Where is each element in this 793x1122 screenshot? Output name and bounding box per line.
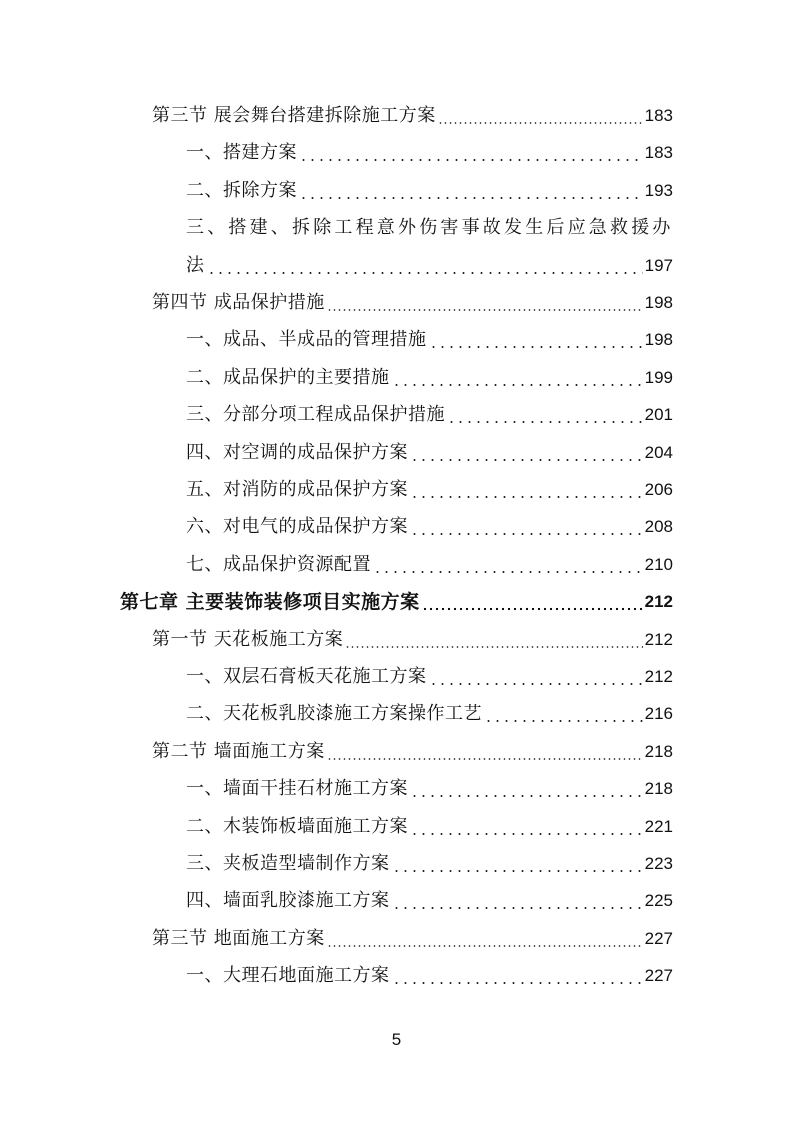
toc-entry[interactable] — [0, 133, 793, 165]
toc-entry-title: 二、木装饰板墙面施工方案 — [186, 816, 408, 837]
toc-entry-title: 六、对电气的成品保护方案 — [186, 516, 408, 537]
dot-leader — [484, 702, 643, 726]
dot-leader — [410, 441, 643, 465]
toc-entry[interactable] — [0, 732, 793, 764]
toc-entry[interactable] — [0, 881, 793, 913]
toc-entry-page: 218 — [644, 742, 673, 761]
dot-leader — [207, 254, 643, 278]
dot-leader — [299, 141, 643, 165]
toc-entry[interactable] — [0, 844, 793, 876]
toc-entry-page: 193 — [644, 181, 673, 200]
toc-entry-title: 第四节 成品保护措施 — [152, 292, 325, 313]
toc-entry-page: 212 — [644, 667, 673, 686]
toc-entry[interactable] — [0, 433, 793, 465]
toc-entry[interactable] — [0, 694, 793, 726]
dot-leader — [447, 403, 643, 427]
toc-entry[interactable] — [0, 620, 793, 652]
dot-leader — [392, 366, 643, 390]
toc-entry-title: 一、搭建方案 — [186, 142, 297, 163]
toc-entry-title: 第二节 墙面施工方案 — [152, 741, 325, 762]
toc-entry-page: 208 — [644, 517, 673, 536]
toc-entry[interactable] — [0, 96, 793, 128]
dot-leader — [410, 777, 643, 801]
toc-entry-title: 一、墙面干挂石材施工方案 — [186, 778, 408, 799]
toc-entry[interactable] — [0, 208, 793, 240]
toc-entry-page: 183 — [644, 106, 673, 125]
toc-entry-title: 五、对消防的成品保护方案 — [186, 479, 408, 500]
dot-leader — [392, 852, 643, 876]
dot-leader — [373, 553, 643, 577]
toc-entry[interactable] — [0, 657, 793, 689]
toc-entry[interactable] — [0, 395, 793, 427]
dot-leader — [392, 889, 643, 913]
toc-entry-page: 212 — [644, 630, 673, 649]
toc-entry-title: 法 — [186, 255, 205, 276]
dot-leader — [438, 104, 643, 128]
toc-entry-title: 七、成品保护资源配置 — [186, 554, 371, 575]
toc-entry-title: 二、拆除方案 — [186, 180, 297, 201]
toc-entry-title: 三、夹板造型墙制作方案 — [186, 853, 390, 874]
toc-entry[interactable] — [0, 320, 793, 352]
toc-entry[interactable] — [0, 246, 793, 278]
dot-leader — [410, 815, 643, 839]
toc-entry-page: 204 — [644, 443, 673, 462]
toc-entry-title: 四、对空调的成品保护方案 — [186, 442, 408, 463]
toc-entry[interactable] — [0, 358, 793, 390]
toc-entry-page: 210 — [644, 555, 673, 574]
toc-entry-title: 四、墙面乳胶漆施工方案 — [186, 890, 390, 911]
dot-leader — [429, 328, 643, 352]
toc-entry-page: 218 — [644, 779, 673, 798]
toc-entry-page: 223 — [644, 854, 673, 873]
toc-entry-title: 第三节 展会舞台搭建拆除施工方案 — [152, 105, 436, 126]
toc-entry-page: 227 — [644, 929, 673, 948]
dot-leader — [410, 478, 643, 502]
page-number: 5 — [391, 1030, 402, 1049]
toc-entry[interactable] — [0, 956, 793, 988]
toc-entry[interactable] — [0, 507, 793, 539]
toc-entry-page: 201 — [644, 405, 673, 424]
toc-entry-page: 199 — [644, 368, 673, 387]
dot-leader — [327, 740, 643, 764]
toc-entry[interactable] — [0, 283, 793, 315]
toc-entry-title: 一、双层石膏板天花施工方案 — [186, 666, 427, 687]
toc-entry-title: 第一节 天花板施工方案 — [152, 629, 344, 650]
toc-entry-page: 216 — [644, 704, 673, 723]
toc-entry-page: 221 — [644, 817, 673, 836]
toc-entry-title: 一、成品、半成品的管理措施 — [186, 329, 427, 350]
dot-leader — [392, 964, 643, 988]
toc-entry-title: 二、天花板乳胶漆施工方案操作工艺 — [186, 703, 482, 724]
dot-leader — [327, 927, 643, 951]
toc-entry-title: 一、大理石地面施工方案 — [186, 965, 390, 986]
toc-entry[interactable] — [0, 171, 793, 203]
toc-entry-page: 225 — [644, 891, 673, 910]
toc-entry-title: 第七章 主要装饰装修项目实施方案 — [120, 591, 420, 613]
dot-leader — [327, 291, 643, 315]
toc-entry-page: 183 — [644, 143, 673, 162]
toc-entry-page: 198 — [644, 330, 673, 349]
toc-entry-title: 第三节 地面施工方案 — [152, 928, 325, 949]
dot-leader — [429, 665, 643, 689]
toc-entry[interactable] — [0, 769, 793, 801]
toc-entry-page: 206 — [644, 480, 673, 499]
toc-entry-title: 三、分部分项工程成品保护措施 — [186, 404, 445, 425]
toc-entry[interactable] — [0, 919, 793, 951]
toc-entry[interactable] — [0, 807, 793, 839]
dot-leader — [422, 590, 643, 614]
dot-leader — [410, 515, 643, 539]
toc-entry-title: 二、成品保护的主要措施 — [186, 367, 390, 388]
toc-entry-title: 三、搭建、拆除工程意外伤害事故发生后应急救援办 — [186, 217, 674, 238]
dot-leader — [299, 179, 643, 203]
toc-entry[interactable] — [0, 545, 793, 577]
toc-entry-page: 198 — [644, 293, 673, 312]
toc-entry[interactable] — [0, 470, 793, 502]
toc-entry[interactable] — [0, 582, 793, 614]
toc-entry-page: 212 — [644, 592, 673, 611]
toc-entry-page: 197 — [644, 256, 673, 275]
dot-leader — [345, 628, 642, 652]
toc-entry-page: 227 — [644, 966, 673, 985]
